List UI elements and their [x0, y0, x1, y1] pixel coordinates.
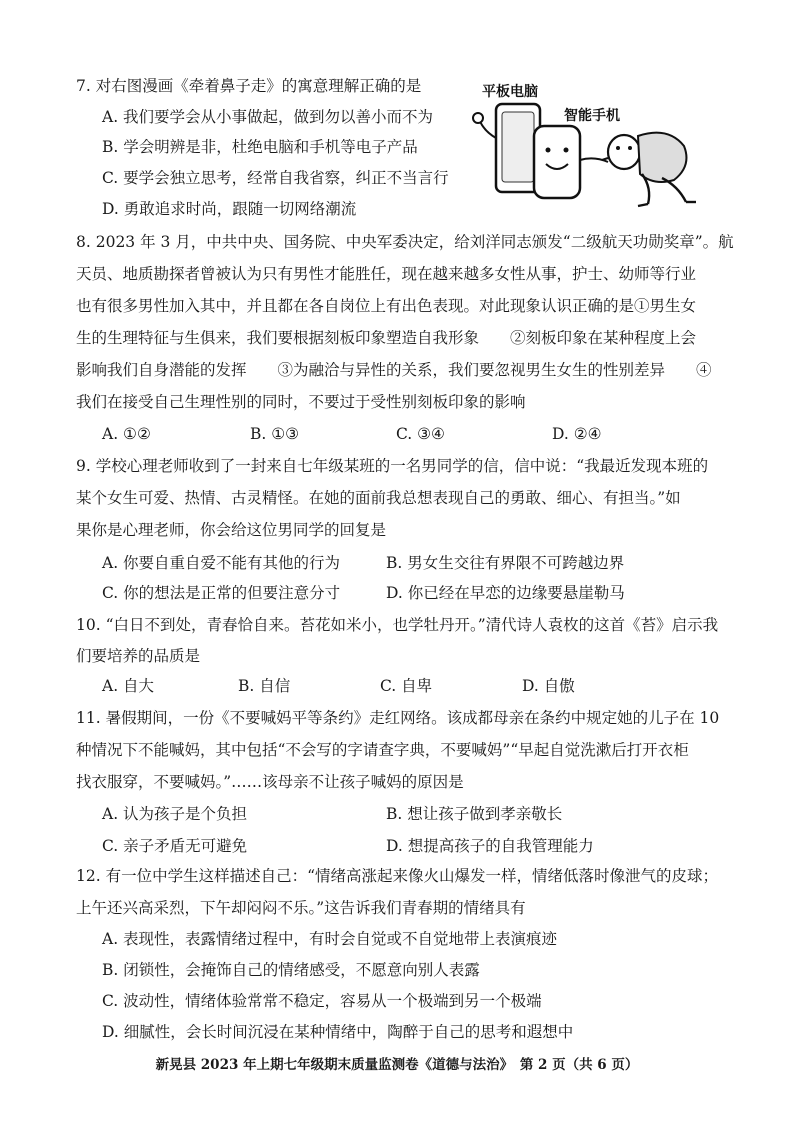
q12-option-d: D. 细腻性，会长时间沉浸在某种情绪中，陶醉于自己的思考和遐想中: [102, 1023, 574, 1041]
q9-line-1: 9. 学校心理老师收到了一封来自七年级某班的一名男同学的信，信中说：“我最近发现本班的: [76, 457, 709, 475]
page-footer: 新晃县 2023 年上期七年级期末质量监测卷《道德与法治》 第 2 页（共 6 页）: [155, 1057, 639, 1073]
cartoon-label-phone: 智能手机: [564, 108, 620, 124]
q10-option-b: B. 自信: [238, 677, 291, 695]
q8-line-2: 天员、地质勘探者曾被认为只有男性才能胜任，现在越来越多女性从事，护士、幼师等行业: [76, 265, 697, 283]
q8-line-3: 也有很多男性加入其中，并且都在各自岗位上有出色表现。对此现象认识正确的是①男生女: [76, 297, 697, 315]
q11-line-1: 11. 暑假期间，一份《不要喊妈平等条约》走红网络。该成都母亲在条约中规定她的儿子在 10: [76, 709, 720, 727]
q9-line-2: 某个女生可爱、热情、古灵精怪。在她的面前我总想表现自己的勇敢、细心、有担当。”如: [76, 489, 681, 507]
q9-option-d: D. 你已经在早恋的边缘要悬崖勒马: [386, 584, 625, 602]
q11-option-d: D. 想提高孩子的自我管理能力: [386, 837, 594, 855]
q12-line-2: 上午还兴高采烈，下午却闷闷不乐。”这告诉我们青春期的情绪具有: [76, 899, 526, 917]
q12-option-c: C. 波动性，情绪体验常常不稳定，容易从一个极端到另一个极端: [102, 992, 542, 1010]
q10-option-d: D. 自傲: [522, 677, 575, 695]
q7-option-a: A. 我们要学会从小事做起，做到勿以善小而不为: [102, 108, 434, 126]
q7-option-d: D. 勇敢追求时尚，跟随一切网络潮流: [102, 200, 357, 218]
q10-line-1: 10. “白日不到处，青春恰自来。苔花如米小，也学牡丹开。”清代诗人袁枚的这首《苔》启示我: [76, 616, 719, 634]
q10-option-a: A. 自大: [102, 677, 155, 695]
q9-option-b: B. 男女生交往有界限不可跨越边界: [386, 554, 625, 572]
q8-line-4: 生的生理特征与生俱来，我们要根据刻板印象塑造自我形象 ②刻板印象在某种程度上会: [76, 329, 697, 347]
q9-option-a: A. 你要自重自爱不能有其他的行为: [102, 554, 341, 572]
q10-line-2: 们要培养的品质是: [76, 647, 201, 665]
cartoon-label-tablet: 平板电脑: [482, 84, 538, 100]
q12-option-b: B. 闭锁性，会掩饰自己的情绪感受，不愿意向别人表露: [102, 961, 480, 979]
q11-option-b: B. 想让孩子做到孝亲敬长: [386, 805, 563, 823]
phone-figure: [534, 126, 580, 198]
q8-option-a: A. ①②: [102, 425, 151, 443]
q8-option-d: D. ②④: [552, 425, 602, 443]
q12-line-1: 12. 有一位中学生这样描述自己：“情绪高涨起来像火山爆发一样，情绪低落时像泄气的皮球；: [76, 867, 719, 885]
q7-option-b: B. 学会明辨是非，杜绝电脑和手机等电子产品: [102, 138, 418, 156]
q8-line-5: 影响我们自身潜能的发挥 ③为融洽与异性的关系，我们要忽视男生女生的性别差异 ④: [76, 361, 712, 379]
q12-option-a: A. 表现性，表露情绪过程中，有时会自觉或不自觉地带上表演痕迹: [102, 930, 558, 948]
person-head: [608, 135, 640, 169]
q8-line-6: 我们在接受自己生理性别的同时，不要过于受性别刻板印象的影响: [76, 393, 526, 411]
q11-option-c: C. 亲子矛盾无可避免: [102, 837, 248, 855]
q10-option-c: C. 自卑: [380, 677, 433, 695]
q11-option-a: A. 认为孩子是个负担: [102, 805, 248, 823]
q9-option-c: C. 你的想法是正常的但要注意分寸: [102, 584, 341, 602]
q8-option-c: C. ③④: [396, 425, 445, 443]
q8-option-b: B. ①③: [250, 425, 300, 443]
q7-option-c: C. 要学会独立思考，经常自我省察，纠正不当言行: [102, 169, 449, 187]
backpack: [638, 133, 686, 182]
q8-line-1: 8. 2023 年 3 月，中共中央、国务院、中央军委决定，给刘洋同志颁发“二级航天功勋奖章”。航: [76, 233, 734, 251]
q7-stem: 7. 对右图漫画《牵着鼻子走》的寓意理解正确的是: [76, 77, 422, 95]
cartoon-illustration: [466, 78, 716, 208]
q11-line-3: 找衣服穿，不要喊妈。”……该母亲不让孩子喊妈的原因是: [76, 773, 464, 791]
q9-line-3: 果你是心理老师，你会给这位男同学的回复是: [76, 521, 387, 539]
q11-line-2: 种情况下不能喊妈，其中包括“不会写的字请查字典，不要喊妈”“早起自觉洗漱后打开衣柜: [76, 741, 689, 759]
